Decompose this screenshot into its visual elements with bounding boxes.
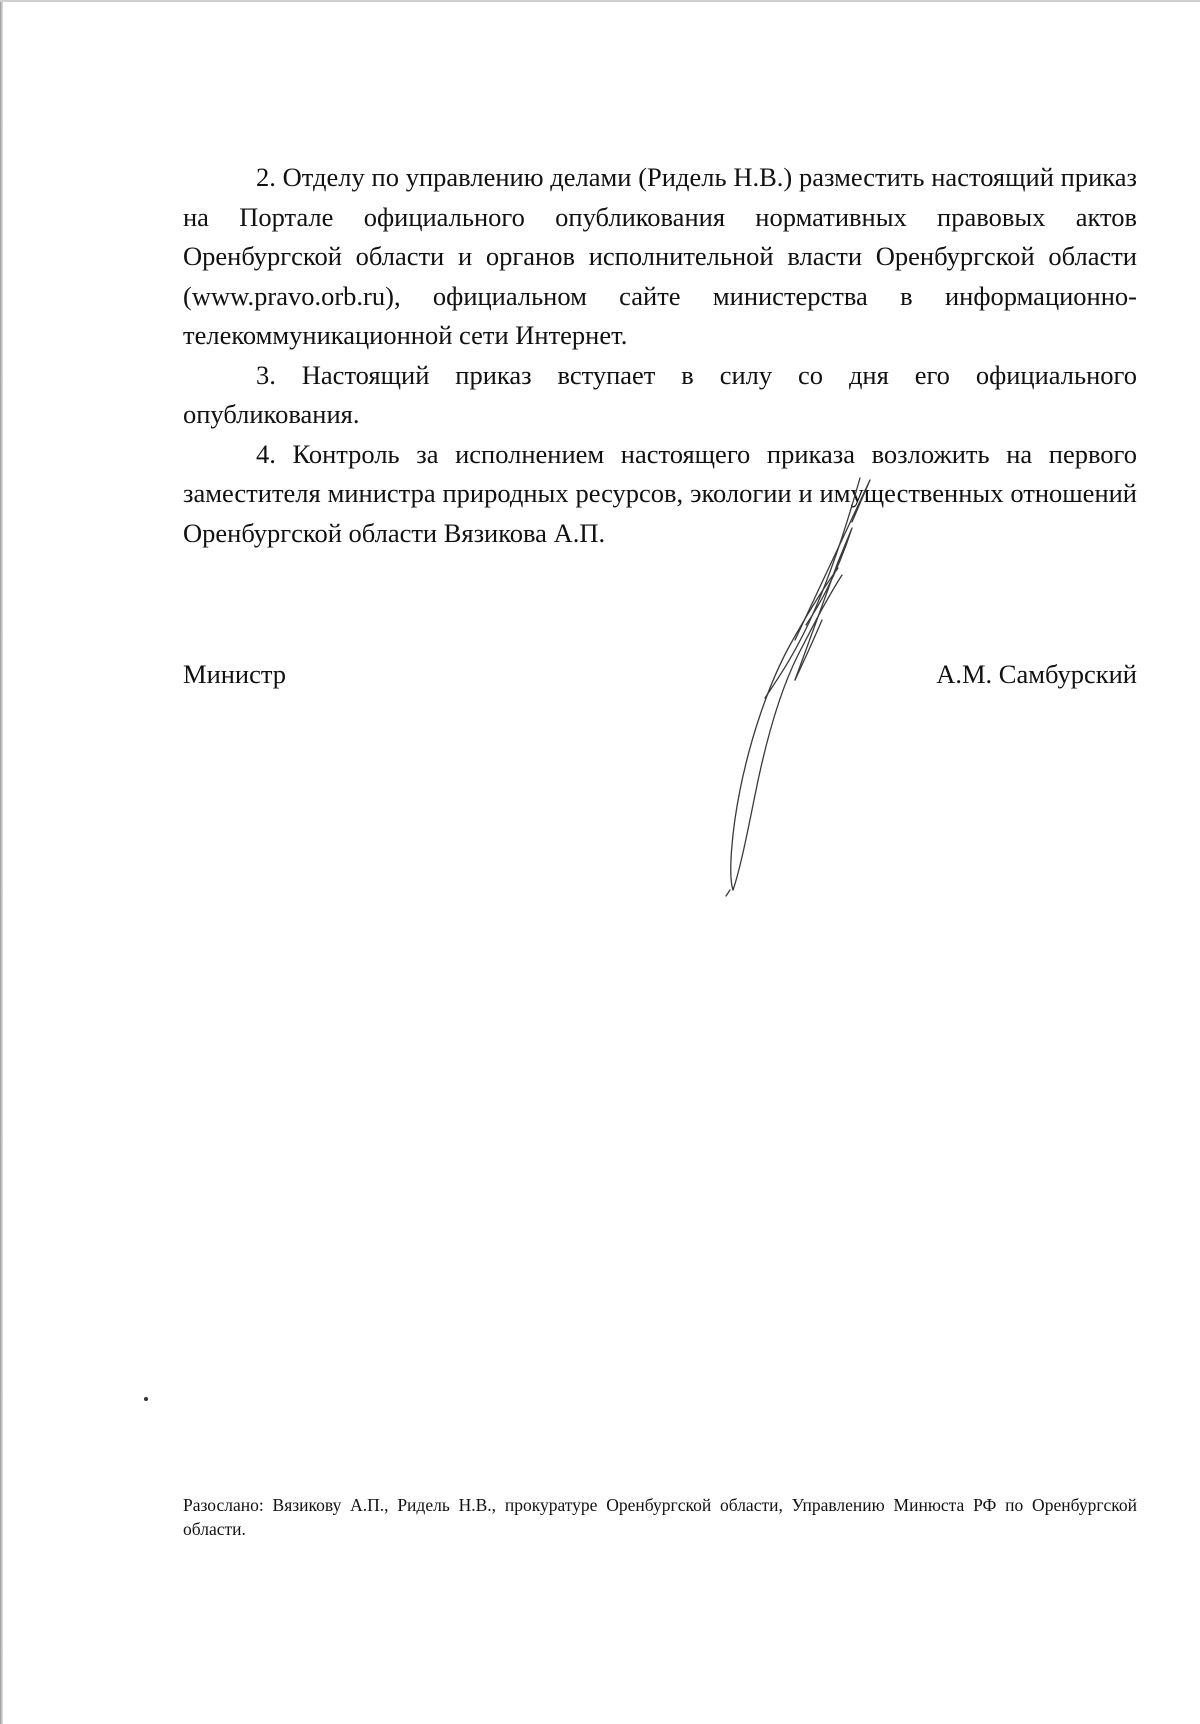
signatory-position: Министр [183,659,287,689]
scan-speck [144,1397,148,1401]
paragraph-2: 2. Отделу по управлению делами (Ридель Н.В.) разместить настоящий приказ на Портале официального опубликования нормативных правовых актов Оренбургской области и органов исполнительной власти Оренбургской области (www.pravo.orb.ru), официальном сайте министерства в информационно-телекоммуникационной сети Интернет. [183,162,1137,350]
scan-edge-left [0,0,3,1724]
signatory-name: А.М. Самбурский [936,659,1137,689]
paragraph-3: 3. Настоящий приказ вступает в силу со дня его официального опубликования. [183,359,1137,429]
handwritten-signature-icon [590,470,880,970]
scan-edge-top [0,0,1200,2]
paragraph-4: 4. Контроль за исполнением настоящего приказа возложить на первого заместителя министра природных ресурсов, экологии и имущественных отношений Оренбургской области Вязикова А.П. [183,438,1137,548]
distribution-list: Разослано: Вязикову А.П., Ридель Н.В., прокуратуре Оренбургской области, Управлению Минюста РФ по Оренбургской области. [183,1495,1137,1539]
